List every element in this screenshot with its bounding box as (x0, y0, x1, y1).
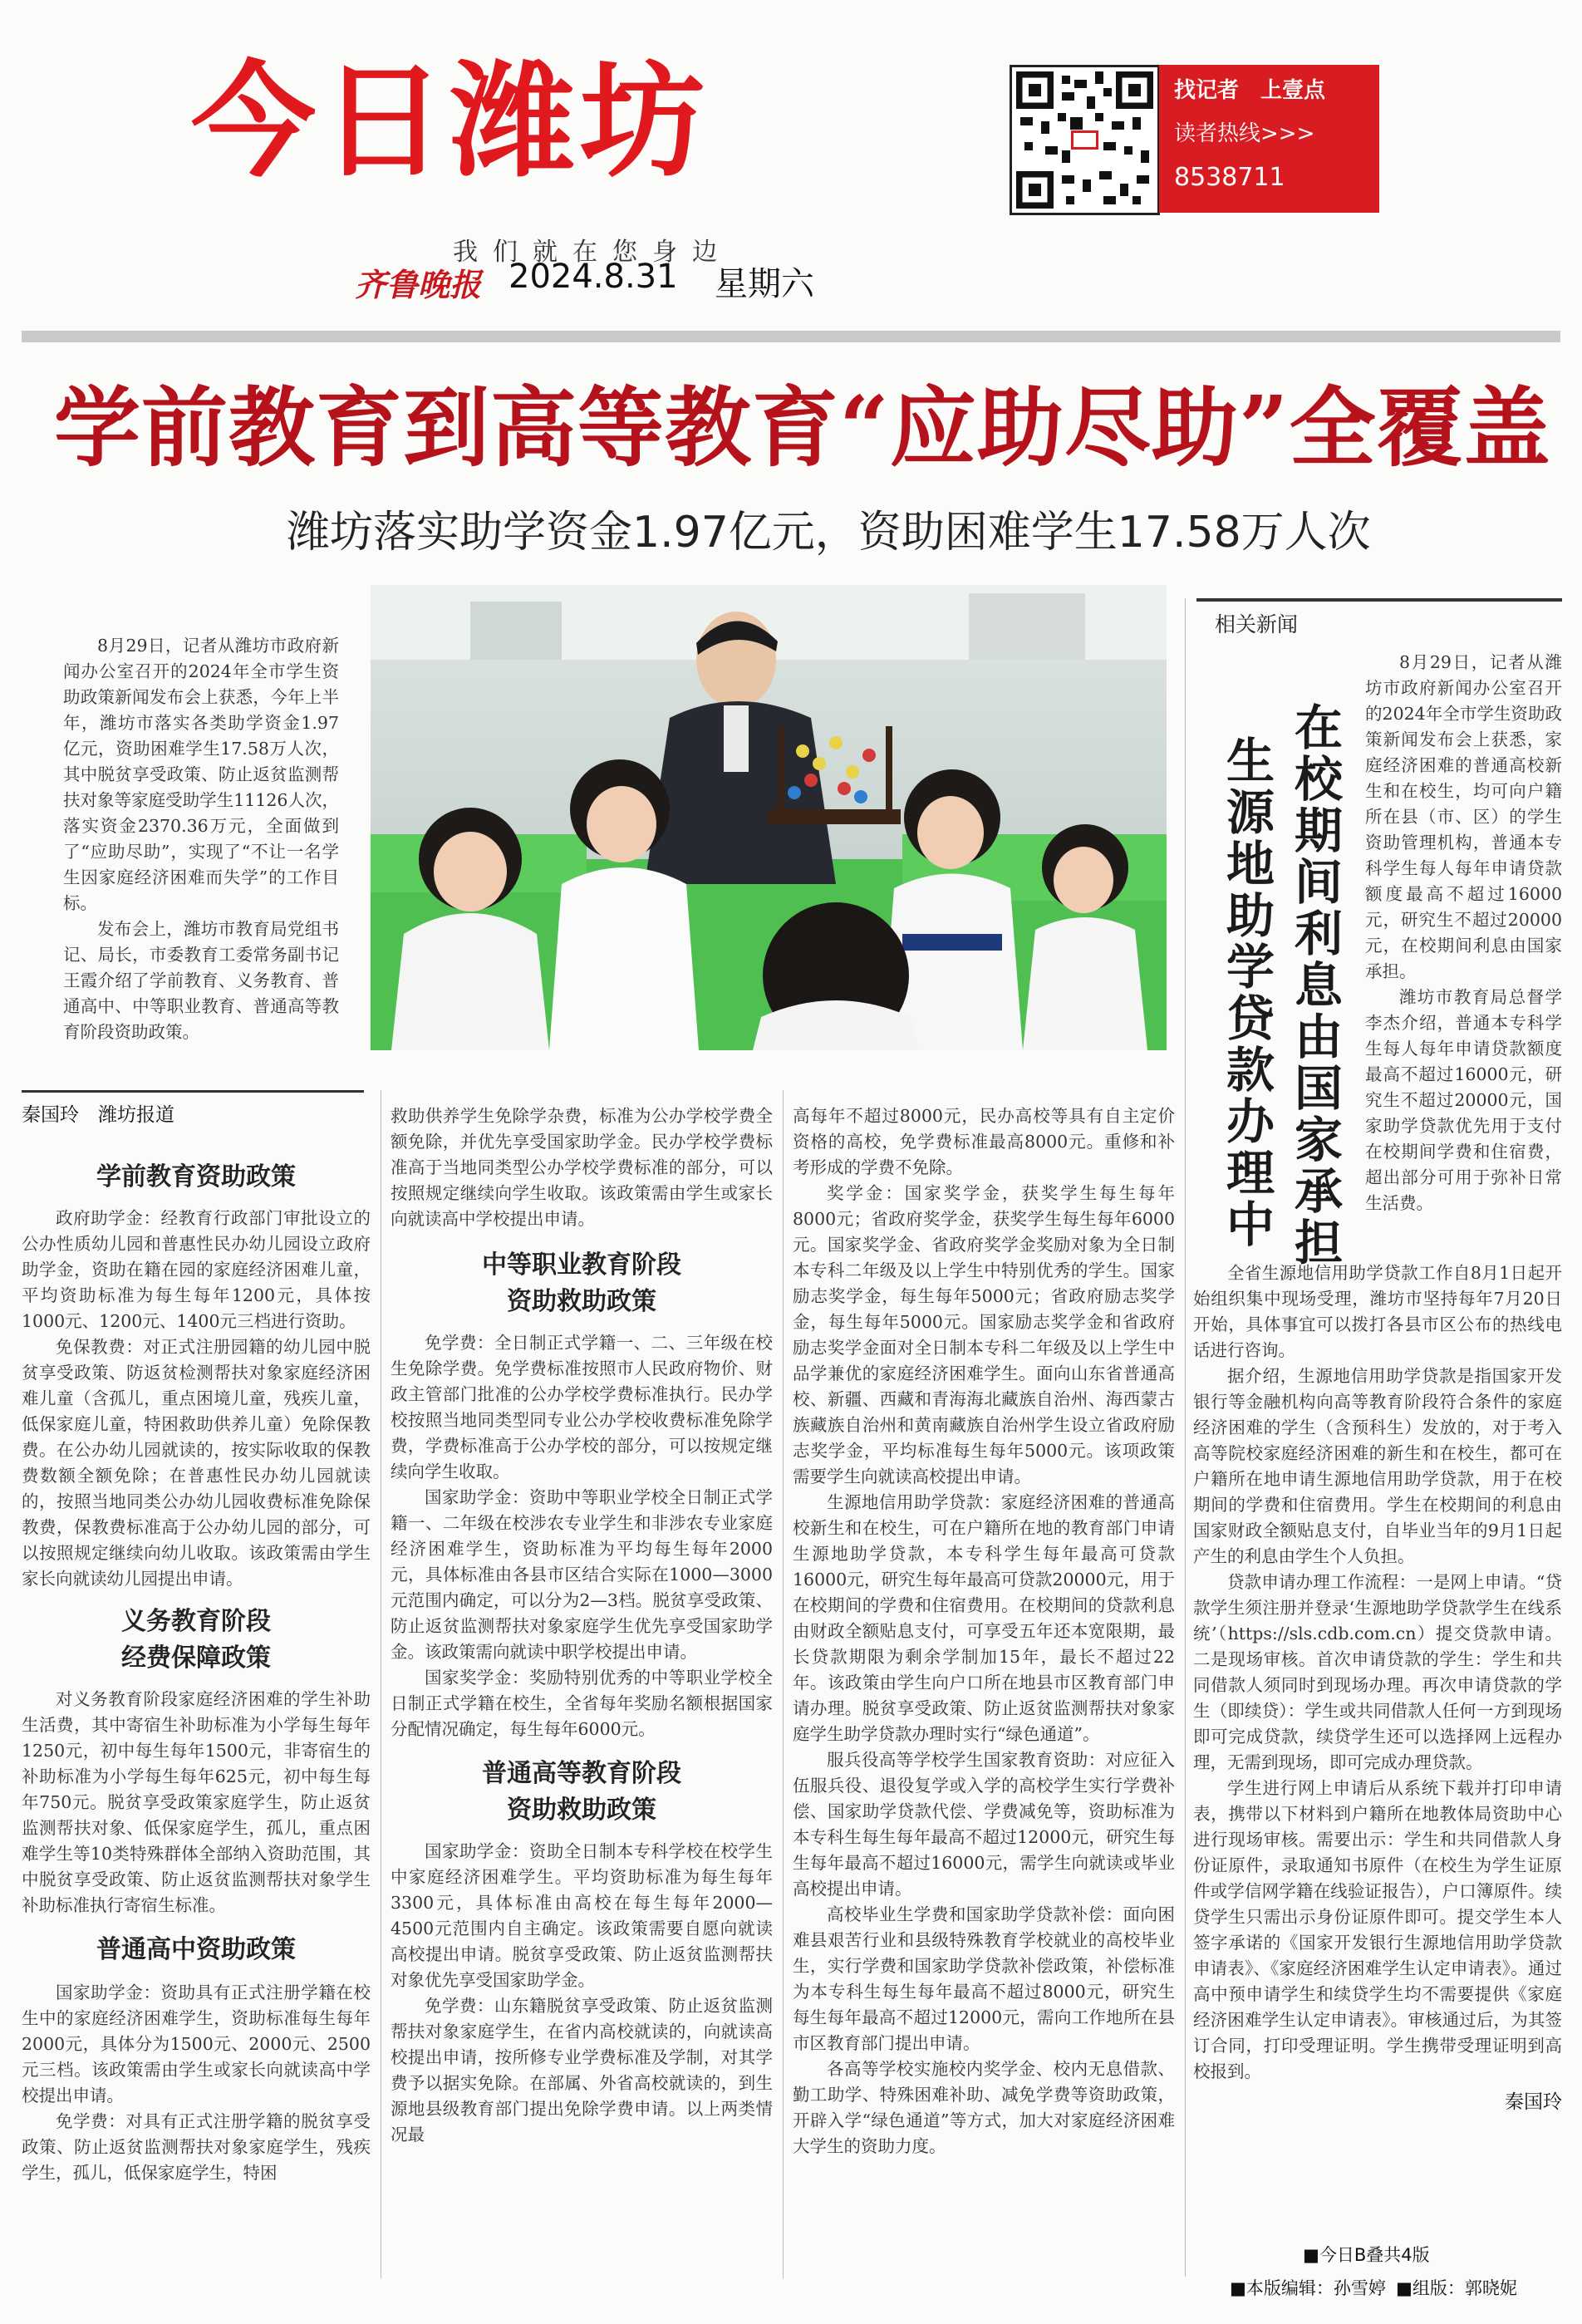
edition-note: ■今日B叠共4版 (1303, 2245, 1430, 2265)
related-paragraph: 据介绍，生源地信用助学贷款是指国家开发银行等金融机构向高等教育阶段符合条件的家庭经济困难的学生（含预科生）发放的，对于考入高等院校家庭经济困难的新生和在校生，都可在户籍所在地申请生源地信用助学贷款，用于在校期间的学费和住宿费用。学生在校期间的利息由国家财政全额贴息支付，自毕业当年的9月1日起产生的利息由学生个人负担。 (1193, 1366, 1562, 1566)
article-paragraph: 救助供养学生免除学杂费，标准为公办学校学费全额免除，并优先享受国家助学金。民办学校学费标准高于当地同类型公办学校学费标准的部分，可以按照规定继续向学生收取。该政策需由学生或家长向就读高中学校提出申请。 (391, 1106, 773, 1229)
article-paragraph: 奖学金：国家奖学金，获奖学生每生每年8000元；省政府奖学金，获奖学生每生每年6000元。国家奖学金、省政府奖学金奖励对象为全日制本专科二年级及以上学生中特别优秀的学生。国家励志奖学金，每生每年5000元；省政府励志奖学金，每生每年5000元。国家励志奖学金和省政府励志奖学金面对全日制本专科二年级及以上学生中品学兼优的家庭经济困难学生。面向山东省普通高校、新疆、西藏和青海海北藏族自治州、海西蒙古族藏族自治州和黄南藏族自治州学生设立省政府励志奖学金，平均标准每生每年5000元。该项政策需要学生向就读高校提出申请。 (793, 1183, 1175, 1486)
article-paragraph: 服兵役高等学校学生国家教育资助：对应征入伍服兵役、退役复学或入学的高校学生实行学费补偿、国家助学贷款代偿、学费减免等，资助标准为本专科生每生每年最高不超过12000元，研究生每生每年最高不超过16000元，需学生向就读或毕业高校提出申请。 (793, 1750, 1175, 1899)
article-paragraph: 免学费：山东籍脱贫享受政策、防止返贫监测帮扶对象家庭学生，在省内高校就读的，向就读高校提出申请，按所修专业学费标准及学制，对其学费予以据实免除。在部属、外省高校就读的，到生源地县级教育部门提出免除学费申请。以上两类情况最 (391, 1996, 773, 2145)
article-paragraph: 免学费：对具有正式注册学籍的脱贫享受政策、防止返贫监测帮扶对象家庭学生，残疾学生，孤儿，低保家庭学生，特困 (22, 2111, 371, 2183)
related-news-rule (1196, 598, 1562, 602)
contact-panel (1159, 65, 1379, 213)
masthead-title: 今日潍坊 (191, 50, 710, 194)
section-heading: 义务教育阶段 (121, 1607, 271, 1636)
article-paragraph: 免学费：全日制正式学籍一、二、三年级在校生免除学费。免学费标准按照市人民政府物价、财政主管部门批准的公办学校学费标准执行。民办学校按照当地同类型同专业公办学校收费标准免除学费，学费标准高于公办学校的部分，可以按规定继续向学生收取。 (391, 1333, 773, 1481)
contact-line-2: 读者热线>>> (1174, 121, 1315, 146)
related-title-line-2: 生源地助学贷款办理中 (1218, 735, 1275, 1250)
hotline-number[interactable]: 8538711 (1174, 163, 1285, 192)
related-title-line-1: 在校期间利息由国家承担 (1286, 702, 1343, 1269)
lead-text (63, 633, 339, 1045)
related-author: 秦国玲 (1505, 2091, 1562, 2113)
column-divider (1185, 598, 1186, 2277)
byline: 秦国玲 潍坊报道 (22, 1104, 174, 1126)
related-paragraph: 贷款申请办理工作流程：一是网上申请。“贷款学生须注册并登录‘生源地助学贷款学生在线系统’（https://sls.cdb.com.cn）提交贷款申请。二是现场审核。首次申请贷款的学生：学生和共同借款人须同时到现场办理。再次申请贷款的学生（即续贷）：学生或共同借款人任何一方到现场即可完成贷款，续贷学生还可以选择网上远程办理，无需到现场，即可完成办理贷款。 (1193, 1572, 1562, 1772)
issue-weekday: 星期六 (715, 265, 814, 303)
column-divider (783, 1090, 784, 2278)
lead-paragraph: 8月29日，记者从潍坊市政府新闻办公室召开的2024年全市学生资助政策新闻发布会上获悉，今年上半年，潍坊市落实各类助学资金1.97亿元，资助困难学生17.58万人次，其中脱贫享受政策、防止返贫监测帮扶对象等家庭受助学生11126人次，落实资金2370.36万元，全面做到了“应助尽助”，实现了“不让一名学生因家庭经济困难而失学”的工作目标。 (63, 636, 339, 913)
main-headline: 学前教育到高等教育“应助尽助”全覆盖 (54, 376, 1551, 479)
contact-line-1: 找记者 上壹点 (1174, 78, 1326, 103)
column-3 (793, 1103, 1175, 2159)
section-heading: 普通高等教育阶段 (482, 1759, 681, 1788)
related-paragraph: 全省生源地信用助学贷款工作自8月1日起开始组织集中现场受理，潍坊市坚持每年7月20日开始，具体事宜可以拨打各县市区公布的热线电话进行咨询。 (1193, 1263, 1562, 1360)
lead-paragraph: 发布会上，潍坊市教育局党组书记、局长，市委教育工委常务副书记王霞介绍了学前教育、义务教育、普通高中、中等职业教育、普通高等教育阶段资助政策。 (63, 919, 339, 1042)
byline-rule (22, 1090, 364, 1093)
article-paragraph: 国家奖学金：奖励特别优秀的中等职业学校全日制正式学籍在校生，全省每年奖励名额根据国家分配情况确定，每生每年6000元。 (391, 1668, 773, 1739)
related-paragraph: 8月29日，记者从潍坊市政府新闻办公室召开的2024年全市学生资助政策新闻发布会上获悉，家庭经济困难的普通高校新生和在校生，均可向户籍所在县（市、区）的学生资助管理机构，普通本专科学生每人每年申请贷款额度最高不超过16000元，研究生不超过20000元，在校期间利息由国家承担。 (1365, 652, 1562, 981)
article-paragraph: 高校毕业生学费和国家助学贷款补偿：面向困难县艰苦行业和县级特殊教育学校就业的高校毕业生，实行学费和国家助学贷款补偿政策，补偿标准为本专科生每生每年最高不超过8000元，研究生每生每年最高不超过12000元，需向工作地所在县市区教育部门提出申请。 (793, 1904, 1175, 2053)
column-1 (22, 1159, 371, 2186)
section-heading: 资助救助政策 (507, 1796, 656, 1825)
qr-code-icon[interactable] (1010, 65, 1160, 215)
related-narrow-text (1365, 650, 1562, 1216)
news-photo (371, 585, 1167, 1050)
section-heading: 中等职业教育阶段 (482, 1250, 681, 1280)
related-paragraph: 学生进行网上申请后从系统下载并打印申请表，携带以下材料到户籍所在地教体局资助中心进行现场审核。需要出示：学生和共同借款人身份证原件，录取通知书原件（在校生为学生证原件或学信网学籍在线验证报告），户口簿原件。续贷学生只需出示身份证原件即可。提交学生本人签字承诺的《国家开发银行生源地信用助学贷款申请表》、《家庭经济困难学生认定申请表》。通过高中预申请学生和续贷学生均不需要提供《家庭经济困难学生认定申请表》。审核通过后，为其签订合同，打印受理证明。学生携带受理证明到高校报到。 (1193, 1778, 1562, 2081)
section-heading: 普通高中资助政策 (96, 1935, 296, 1964)
article-paragraph: 国家助学金：资助全日制本专科学校在校学生中家庭经济困难学生。平均资助标准为每生每年3300元，具体标准由高校在每生每年2000—4500元范围内自主确定。该政策需要自愿向就读高校提出申请。脱贫享受政策、防止返贫监测帮扶对象优先享受国家助学金。 (391, 1841, 773, 1990)
article-paragraph: 免保教费：对正式注册园籍的幼儿园中脱贫享受政策、防返贫检测帮扶对象家庭经济困难儿童（含孤儿，重点困境儿童，残疾儿童，低保家庭儿童，特困救助供养儿童）免除保教费。在公办幼儿园就读的，按实际收取的保教费数额全额免除；在普惠性民办幼儿园就读的，按照当地同类公办幼儿园收费标准免除保教费，保教费标准高于公办幼儿园的部分，可以按照规定继续向幼儿收取。该政策需由学生家长向就读幼儿园提出申请。 (22, 1337, 371, 1589)
masthead-divider (22, 331, 1560, 342)
article-paragraph: 高每年不超过8000元，民办高校等具有自主定价资格的高校，免学费标准最高8000元。重修和补考形成的学费不免除。 (793, 1106, 1175, 1177)
article-paragraph: 国家助学金：资助中等职业学校全日制正式学籍一、二年级在校涉农专业学生和非涉农专业家庭经济困难学生，资助标准为平均每生每年2000元，具体标准由各县市区结合实际在1000—3000元范围内确定，可以分为2—3档。脱贫享受政策、防止返贫监测帮扶对象家庭学生优先享受国家助学金。该政策需向就读中职学校提出申请。 (391, 1487, 773, 1662)
article-paragraph: 各高等学校实施校内奖学金、校内无息借款、勤工助学、特殊困难补助、减免学费等资助政策，开辟入学“绿色通道”等方式，加大对家庭经济困难大学生的资助力度。 (793, 2059, 1175, 2156)
editor-credit: ■本版编辑：孙雪婷 (1230, 2278, 1386, 2298)
sub-headline: 潍坊落实助学资金1.97亿元，资助困难学生17.58万人次 (287, 508, 1371, 558)
designer-credit: ■组版：郭晓妮 (1396, 2278, 1517, 2298)
related-wide-text (1193, 1260, 1562, 2115)
article-paragraph: 政府助学金：经教育行政部门审批设立的公办性质幼儿园和普惠性民办幼儿园设立政府助学金，资助在籍在园的家庭经济困难儿童，平均资助标准为每生每年1200元，具体按1000元、1200元、1400元三档进行资助。 (22, 1208, 371, 1331)
section-heading: 经费保障政策 (121, 1644, 271, 1673)
masthead-slogan: 我们就在您身边 (453, 238, 732, 267)
article-paragraph: 生源地信用助学贷款：家庭经济困难的普通高校新生和在校生，可在户籍所在地的教育部门申请生源地助学贷款，本专科学生每年最高可贷款16000元，研究生每年最高可贷款20000元，用于在校期间的学费和住宿费用。在校期间的贷款利息由财政全额贴息支付，可享受五年还本宽限期，最长贷款期限为剩余学制加15年，最长不超过22年。该政策由学生向户口所在地县市区教育部门申请办理。脱贫享受政策、防止返贫监测帮扶对象家庭学生助学贷款办理时实行“绿色通道”。 (793, 1492, 1175, 1744)
paper-name: 齐鲁晚报 (355, 266, 482, 303)
section-heading: 资助救助政策 (507, 1287, 656, 1316)
column-2 (391, 1103, 773, 2148)
article-paragraph: 对义务教育阶段家庭经济困难的学生补助生活费，其中寄宿生补助标准为小学每生每年1250元，初中每生每年1500元，非寄宿生的补助标准为小学每生每年625元，初中每生每年750元。脱贫享受政策家庭学生，防止返贫监测帮扶对象、低保家庭学生，孤儿，重点困难学生等10类特殊群体全部纳入资助范围，其中脱贫享受政策、防止返贫监测帮扶对象学生补助标准执行寄宿生标准。 (22, 1689, 371, 1915)
related-news-label: 相关新闻 (1215, 612, 1299, 636)
related-paragraph: 潍坊市教育局总督学李杰介绍，普通本专科学生每人每年申请贷款额度最高不超过16000元，研究生不超过20000元，国家助学贷款优先用于支付在校期间学费和住宿费，超出部分可用于弥补日常生活费。 (1365, 987, 1562, 1213)
issue-date: 2024.8.31 (508, 258, 678, 296)
section-heading: 学前教育资助政策 (96, 1162, 296, 1191)
article-paragraph: 国家助学金：资助具有正式注册学籍在校生中的家庭经济困难学生，资助标准每生每年2000元，具体分为1500元、2000元、2500元三档。该政策需由学生或家长向就读高中学校提出申请。 (22, 1983, 371, 2105)
